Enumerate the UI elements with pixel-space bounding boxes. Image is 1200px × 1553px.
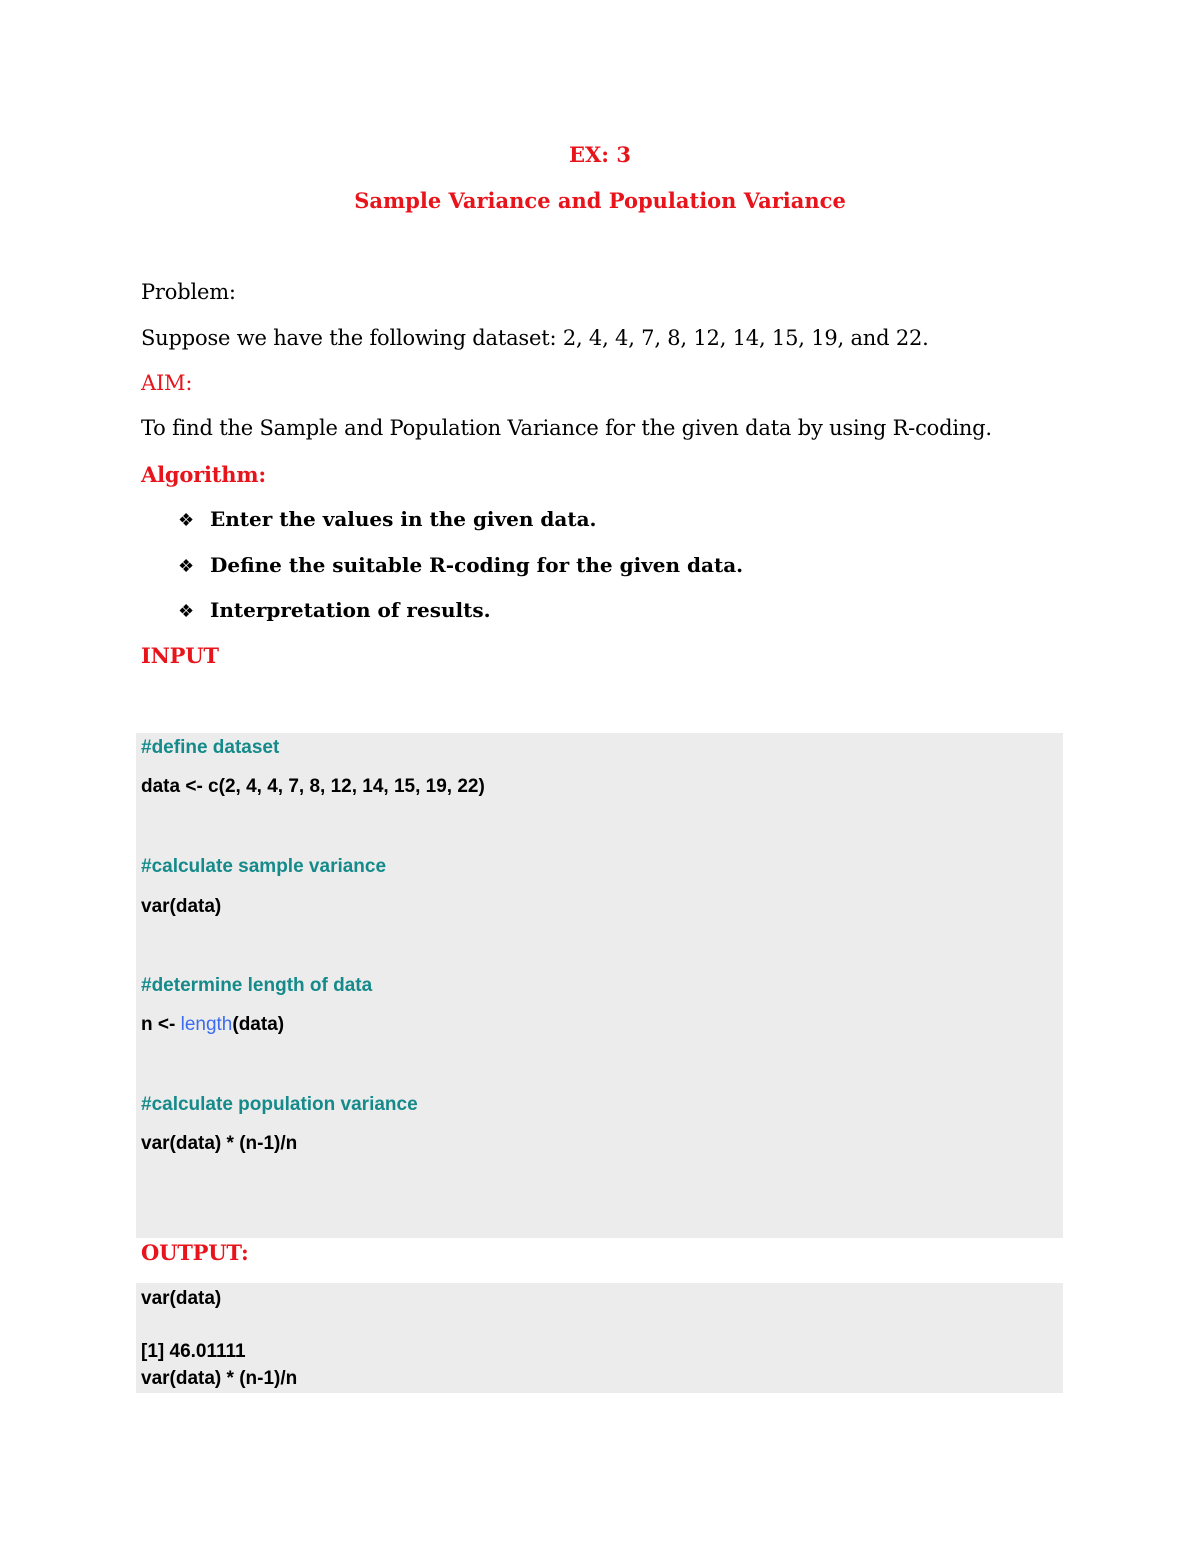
code-comment: #calculate sample variance — [141, 856, 387, 877]
code-line: data <- c(2, 4, 4, 7, 8, 12, 14, 15, 19, 22) — [141, 776, 485, 797]
code-token: n <- — [141, 1014, 181, 1035]
output-line: var(data) * (n-1)/n — [141, 1368, 298, 1389]
output-line: [1] 46.01111 — [141, 1341, 246, 1362]
algorithm-step-text: Enter the values in the given data. — [210, 507, 597, 531]
problem-text: Suppose we have the following dataset: 2, 4, 4, 7, 8, 12, 14, 15, 19, and 22. — [141, 326, 929, 350]
algorithm-step — [178, 598, 491, 622]
algorithm-label: Algorithm: — [141, 462, 266, 487]
code-function-token: length — [180, 1014, 233, 1035]
algorithm-step-text: Interpretation of results. — [210, 598, 491, 622]
code-comment: #determine length of data — [141, 975, 373, 996]
code-line: var(data) * (n-1)/n — [141, 1133, 298, 1154]
input-label: INPUT — [141, 643, 219, 668]
problem-label: Problem: — [141, 280, 236, 304]
algorithm-step — [178, 553, 743, 577]
exercise-number: EX: 3 — [569, 142, 631, 167]
code-comment: #define dataset — [141, 737, 280, 758]
algorithm-step-text: Define the suitable R-coding for the given data. — [210, 553, 744, 577]
code-comment: #calculate population variance — [141, 1094, 418, 1115]
algorithm-step — [178, 507, 596, 531]
output-line: var(data) — [141, 1288, 222, 1309]
code-line — [141, 1014, 284, 1036]
output-label: OUTPUT: — [141, 1240, 249, 1265]
aim-text: To find the Sample and Population Variance for the given data by using R-coding. — [141, 416, 992, 440]
aim-label: AIM: — [141, 371, 193, 395]
diamond-bullet-icon: ❖ — [178, 556, 195, 577]
page-title: Sample Variance and Population Variance — [354, 188, 846, 213]
diamond-bullet-icon: ❖ — [178, 510, 195, 531]
code-token: (data) — [232, 1014, 285, 1035]
diamond-bullet-icon: ❖ — [178, 601, 195, 622]
code-line: var(data) — [141, 896, 222, 917]
